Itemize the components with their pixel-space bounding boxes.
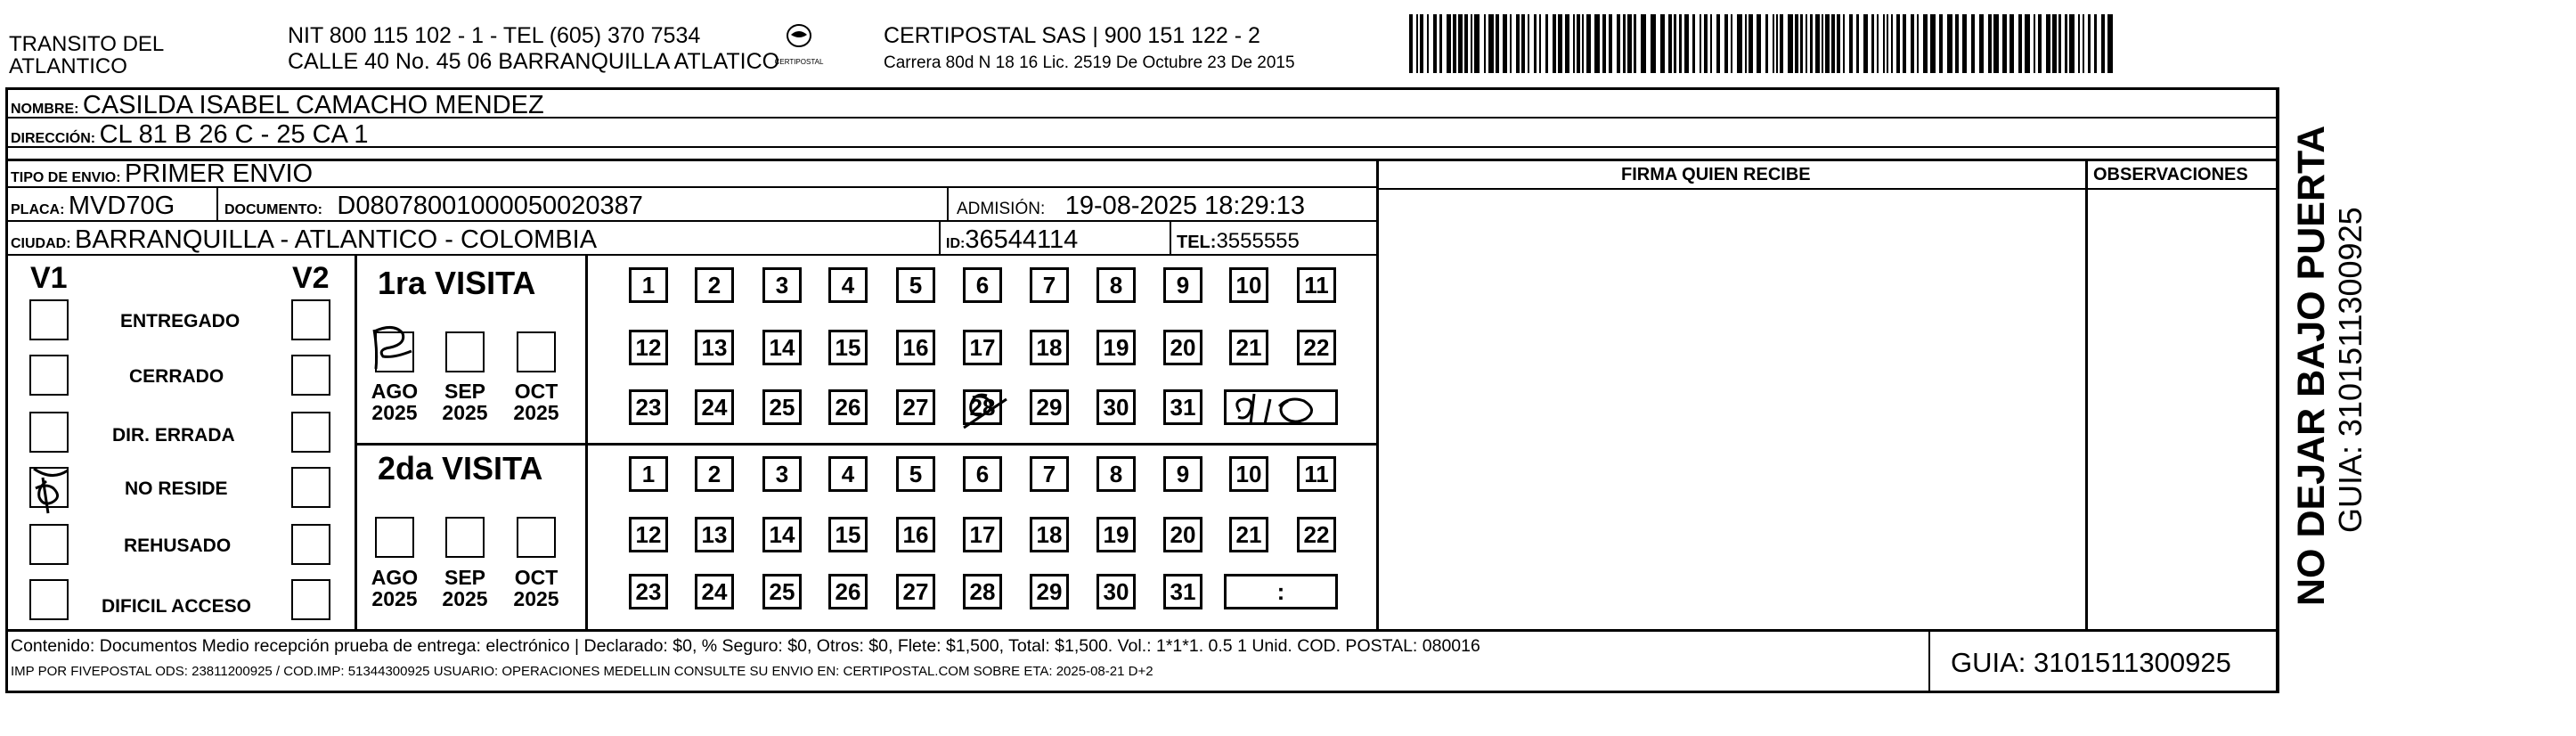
second-visit-day-box[interactable]: 17 (963, 517, 1002, 552)
tipo-envio-label: TIPO DE ENVIO: (11, 170, 121, 185)
company-line: CERTIPOSTAL SAS | 900 151 122 - 2 (884, 23, 1260, 48)
v1-checkbox-dir-errada[interactable] (29, 412, 69, 453)
placa-value: MVD70G (68, 192, 175, 220)
second-visit-month-sep-label: SEP (444, 566, 486, 589)
barcode-bar (1979, 14, 1984, 73)
barcode-bar (1896, 14, 1900, 73)
nombre-value: CASILDA ISABEL CAMACHO MENDEZ (82, 91, 544, 119)
barcode-bar (1528, 14, 1529, 73)
barcode-bar (1911, 14, 1914, 73)
second-visit-day-box[interactable]: 13 (695, 517, 734, 552)
first-visit-day-box[interactable]: 17 (963, 330, 1002, 365)
barcode-bar (1586, 14, 1591, 73)
first-visit-year-oct: 2025 (513, 401, 559, 425)
barcode-bar (1503, 14, 1507, 73)
admision-value: 19-08-2025 18:29:13 (1064, 192, 1305, 220)
second-visit-day-box[interactable]: 20 (1163, 517, 1202, 552)
second-visit-day-box[interactable]: 23 (629, 574, 668, 609)
barcode-bar (1684, 14, 1689, 73)
barcode-bar (1602, 14, 1606, 73)
first-visit-day-box[interactable]: 22 (1297, 330, 1336, 365)
barcode-bar (2058, 14, 2061, 73)
handwritten-month-mark (367, 321, 429, 378)
barcode-bar (1439, 14, 1442, 73)
barcode-bar (1634, 14, 1636, 73)
second-visit-day-box[interactable]: 16 (896, 517, 935, 552)
second-visit-day-box[interactable]: 24 (695, 574, 734, 609)
first-visit-day-box[interactable]: 11 (1297, 267, 1336, 303)
barcode-bar (2009, 14, 2014, 73)
barcode-bar (1577, 14, 1580, 73)
second-visit-label: 2da VISITA (378, 450, 543, 487)
first-visit-day-box[interactable]: 29 (1030, 389, 1069, 425)
first-visit-day-box[interactable]: 1 (629, 267, 668, 303)
first-visit-day-box[interactable]: 7 (1030, 267, 1069, 303)
first-visit-month-oct-label: OCT (514, 380, 558, 403)
first-visit-day-box[interactable]: 4 (828, 267, 868, 303)
barcode-bar (1806, 14, 1807, 73)
second-visit-day-box[interactable]: 27 (896, 574, 935, 609)
second-visit-day-box[interactable]: 12 (629, 517, 668, 552)
first-visit-day-box[interactable]: 6 (963, 267, 1002, 303)
first-visit-day-box[interactable]: 24 (695, 389, 734, 425)
barcode-bar (1993, 14, 1999, 73)
direccion-value: CL 81 B 26 C - 25 CA 1 (99, 120, 369, 149)
first-visit-day-box[interactable]: 8 (1096, 267, 1136, 303)
tipo-envio-value: PRIMER ENVIO (125, 159, 314, 188)
barcode-bar (1679, 14, 1682, 73)
id-label: ID: (946, 236, 966, 251)
barcode-bar (1871, 14, 1874, 73)
barcode-bar (1971, 14, 1975, 73)
barcode-bar (1651, 14, 1656, 73)
barcode-bar (1471, 14, 1472, 73)
barcode-bar (1660, 14, 1665, 73)
barcode-bar (1810, 14, 1813, 73)
barcode-bar (1496, 14, 1499, 73)
first-visit-day-box[interactable]: 9 (1163, 267, 1202, 303)
first-visit-day-box[interactable]: 21 (1229, 330, 1268, 365)
first-visit-day-box[interactable]: 2 (695, 267, 734, 303)
barcode-bar (1433, 14, 1437, 73)
first-visit-month-oct[interactable] (517, 331, 556, 372)
barcode-bar (1416, 14, 1418, 73)
barcode-bar (1863, 14, 1868, 73)
first-visit-month-sep-label: SEP (444, 380, 486, 403)
company-address: Carrera 80d N 18 16 Lic. 2519 De Octubre 23 De 2015 (884, 53, 1295, 72)
second-visit-day-box[interactable]: 10 (1229, 456, 1268, 492)
second-visit-month-ago-label: AGO (371, 566, 419, 589)
barcode-bar (1484, 14, 1486, 73)
documento-label: DOCUMENTO: (224, 202, 322, 217)
v1-checkbox-dificil-acceso[interactable] (29, 579, 69, 620)
barcode-bar (2025, 14, 2030, 73)
v2-checkbox-dificil-acceso[interactable] (291, 579, 330, 620)
barcode-bar (1609, 14, 1612, 73)
barcode-bar (1623, 14, 1626, 73)
second-visit-day-box[interactable]: 3 (762, 456, 802, 492)
barcode-bar (1521, 14, 1525, 73)
status-option-entregado: ENTREGADO (120, 311, 240, 331)
second-visit-day-box[interactable]: 28 (963, 574, 1002, 609)
barcode-bar (1831, 14, 1835, 73)
observaciones-label: OBSERVACIONES (2093, 165, 2248, 184)
barcode-bar (1877, 14, 1879, 73)
first-visit-year-ago: 2025 (371, 401, 418, 425)
first-visit-day-box[interactable]: 5 (896, 267, 935, 303)
direccion-label: DIRECCIÓN: (11, 131, 96, 146)
barcode-bar (1930, 14, 1936, 73)
barcode-bar (1458, 14, 1463, 73)
first-visit-day-box[interactable]: 27 (896, 389, 935, 425)
first-visit-day-box[interactable]: 19 (1096, 330, 1136, 365)
barcode-bar (1988, 14, 1992, 73)
first-visit-day-box[interactable]: 10 (1229, 267, 1268, 303)
barcode-bar (2101, 14, 2105, 73)
barcode-bar (1420, 14, 1423, 73)
first-visit-day-box[interactable]: 26 (828, 389, 868, 425)
barcode-bar (2088, 14, 2091, 73)
nit-line: NIT 800 115 102 - 1 - TEL (605) 370 7534 (288, 23, 701, 48)
barcode-bar (1776, 14, 1778, 73)
v1-label: V1 (30, 261, 68, 295)
second-visit-day-box[interactable]: 6 (963, 456, 1002, 492)
first-visit-day-box[interactable]: 31 (1163, 389, 1202, 425)
second-visit-day-box[interactable]: 18 (1030, 517, 1069, 552)
barcode-bar (1923, 14, 1928, 73)
second-visit-day-box[interactable]: 1 (629, 456, 668, 492)
second-visit-time-box[interactable]: : (1224, 574, 1338, 609)
barcode-bar (1573, 14, 1575, 73)
barcode-bar (1917, 14, 1919, 73)
barcode-bar (1409, 14, 1413, 73)
first-visit-month-ago-label: AGO (371, 380, 419, 403)
v2-checkbox-dir-errada[interactable] (291, 412, 330, 453)
status-option-dificil-acceso: DIFICIL ACCESO (102, 596, 252, 617)
second-visit-day-box[interactable]: 5 (896, 456, 935, 492)
second-visit-month-ago[interactable] (375, 517, 414, 558)
tel-label: TEL: (1177, 233, 1217, 252)
placa-label: PLACA: (11, 202, 65, 217)
side-guia: GUIA: 3101511300925 (2332, 207, 2368, 533)
v2-checkbox-cerrado[interactable] (291, 355, 330, 396)
second-visit-day-box[interactable]: 14 (762, 517, 802, 552)
first-visit-day-box[interactable]: 30 (1096, 389, 1136, 425)
id-value: 36544114 (965, 225, 1079, 254)
tel-value: 3555555 (1216, 229, 1300, 253)
barcode-bar (1716, 14, 1720, 73)
nombre-label: NOMBRE: (11, 102, 79, 117)
barcode-bar (1843, 14, 1845, 73)
address-line: CALLE 40 No. 45 06 BARRANQUILLA ATLATICO (288, 49, 780, 74)
barcode-bar (1582, 14, 1584, 73)
documento-value: D08078001000050020387 (337, 192, 643, 220)
barcode-bar (2078, 14, 2080, 73)
barcode-bar (2002, 14, 2007, 73)
barcode-bar (1674, 14, 1676, 73)
second-visit-day-box[interactable]: 19 (1096, 517, 1136, 552)
barcode-bar (1447, 14, 1451, 73)
second-visit-day-box[interactable]: 30 (1096, 574, 1136, 609)
barcode-bar (1883, 14, 1885, 73)
barcode-bar (1545, 14, 1548, 73)
barcode-bar (1947, 14, 1952, 73)
barcode-bar (2046, 14, 2050, 73)
first-visit-month-sep[interactable] (445, 331, 485, 372)
barcode-bar (1887, 14, 1888, 73)
second-visit-month-oct[interactable] (517, 517, 556, 558)
second-visit-month-oct-label: OCT (514, 566, 558, 589)
barcode-bar (1474, 14, 1480, 73)
barcode-bar (1539, 14, 1541, 73)
first-visit-year-sep: 2025 (442, 401, 488, 425)
barcode-bar (1553, 14, 1556, 73)
barcode-bar (1565, 14, 1569, 73)
barcode-bar (2069, 14, 2075, 73)
barcode-bar (1427, 14, 1429, 73)
barcode-bar (1668, 14, 1672, 73)
second-visit-day-box[interactable]: 9 (1163, 456, 1202, 492)
second-visit-day-box[interactable]: 31 (1163, 574, 1202, 609)
first-visit-day-box[interactable]: 18 (1030, 330, 1069, 365)
barcode-bar (1795, 14, 1798, 73)
first-visit-day-box[interactable]: 13 (695, 330, 734, 365)
barcode-bar (1757, 14, 1761, 73)
barcode-bar (1955, 14, 1959, 73)
v1-checkbox-entregado[interactable] (29, 299, 69, 340)
barcode-bar (1700, 14, 1701, 73)
v1-checkbox-rehusado[interactable] (29, 524, 69, 565)
second-visit-day-box[interactable]: 25 (762, 574, 802, 609)
first-visit-day-box[interactable]: 23 (629, 389, 668, 425)
barcode-bar (1903, 14, 1906, 73)
first-visit-label: 1ra VISITA (378, 265, 536, 301)
barcode-bar (1558, 14, 1562, 73)
barcode-bar (1825, 14, 1830, 73)
barcode-bar (2065, 14, 2067, 73)
ciudad-value: BARRANQUILLA - ATLANTICO - COLOMBIA (75, 225, 598, 254)
main-frame (5, 87, 2278, 693)
second-visit-day-box[interactable]: 7 (1030, 456, 1069, 492)
second-visit-day-box[interactable]: 22 (1297, 517, 1336, 552)
barcode-bar (1641, 14, 1646, 73)
first-visit-day-box[interactable]: 12 (629, 330, 668, 365)
second-visit-day-box[interactable]: 21 (1229, 517, 1268, 552)
barcode-bar (1534, 14, 1537, 73)
admision-label: ADMISIÓN: (957, 200, 1046, 218)
barcode-bar (1710, 14, 1712, 73)
barcode-bar (1731, 14, 1732, 73)
second-visit-day-box[interactable]: 2 (695, 456, 734, 492)
barcode-bar (1773, 14, 1774, 73)
second-visit-day-box[interactable]: 8 (1096, 456, 1136, 492)
v2-label: V2 (292, 261, 330, 295)
second-visit-day-box[interactable]: 4 (828, 456, 868, 492)
first-visit-day-box[interactable]: 3 (762, 267, 802, 303)
first-visit-day-box[interactable]: 25 (762, 389, 802, 425)
barcode-bar (1800, 14, 1803, 73)
barcode-bar (2083, 14, 2084, 73)
barcode-bar (1627, 14, 1632, 73)
status-option-no-reside: NO RESIDE (125, 478, 228, 499)
second-visit-year-ago: 2025 (371, 587, 418, 611)
footer-impresion: IMP POR FIVEPOSTAL ODS: 23811200925 / COD.IMP: 51344300925 USUARIO: OPERACIONES MEDELLIN CONSULTE SU ENVIO EN: CERTIPOSTAL.COM SOBRE ETA: 2025-08-21 D+2 (11, 664, 1153, 679)
barcode-bar (1849, 14, 1853, 73)
side-warning: NO DEJAR BAJO PUERTA (2290, 125, 2333, 606)
barcode-bar (1516, 14, 1520, 73)
handwritten-time (1229, 388, 1336, 428)
first-visit-day-box[interactable]: 28 (963, 389, 1002, 425)
barcode-bar (1749, 14, 1753, 73)
second-visit-day-box[interactable]: 11 (1297, 456, 1336, 492)
barcode-bar (1891, 14, 1893, 73)
barcode-bar (2018, 14, 2022, 73)
barcode-bar (1962, 14, 1967, 73)
barcode-bar (1780, 14, 1783, 73)
svg-text:CERTIPOSTAL: CERTIPOSTAL (774, 58, 824, 66)
first-visit-day-box[interactable]: 15 (828, 330, 868, 365)
v2-checkbox-entregado[interactable] (291, 299, 330, 340)
barcode-bar (2052, 14, 2057, 73)
barcode-bar (1594, 14, 1600, 73)
barcode-bar (1815, 14, 1820, 73)
handwritten-check-mark (27, 462, 77, 517)
barcode-bar (1510, 14, 1512, 73)
org-name-line2: ATLANTICO (9, 54, 127, 78)
ciudad-label: CIUDAD: (11, 236, 71, 251)
barcode-bar (1704, 14, 1708, 73)
v1-checkbox-cerrado[interactable] (29, 355, 69, 396)
barcode-bar (1745, 14, 1747, 73)
barcode-bar (1939, 14, 1943, 73)
second-visit-year-sep: 2025 (442, 587, 488, 611)
barcode (1409, 14, 2113, 73)
barcode-bar (2094, 14, 2097, 73)
status-option-dir-errada: DIR. ERRADA (112, 425, 235, 446)
barcode-bar (1822, 14, 1823, 73)
v2-checkbox-rehusado[interactable] (291, 524, 330, 565)
status-option-rehusado: REHUSADO (124, 536, 232, 556)
barcode-bar (1464, 14, 1468, 73)
second-visit-year-oct: 2025 (513, 587, 559, 611)
second-visit-day-box[interactable]: 15 (828, 517, 868, 552)
barcode-bar (1765, 14, 1768, 73)
barcode-bar (1692, 14, 1695, 73)
barcode-bar (2034, 14, 2035, 73)
barcode-bar (1856, 14, 1859, 73)
barcode-bar (2038, 14, 2042, 73)
second-visit-month-sep[interactable] (445, 517, 485, 558)
barcode-bar (1488, 14, 1494, 73)
first-visit-day-box[interactable]: 14 (762, 330, 802, 365)
barcode-bar (1453, 14, 1456, 73)
v2-checkbox-no-reside[interactable] (291, 467, 330, 508)
barcode-bar (1788, 14, 1793, 73)
certipostal-logo (768, 23, 830, 70)
barcode-bar (1837, 14, 1840, 73)
handwritten-day-mark (953, 383, 1015, 437)
second-visit-day-box[interactable]: 29 (1030, 574, 1069, 609)
barcode-bar (1737, 14, 1742, 73)
firma-label: FIRMA QUIEN RECIBE (1621, 165, 1811, 184)
barcode-bar (1617, 14, 1620, 73)
footer-guia: GUIA: 3101511300925 (1951, 647, 2231, 678)
first-visit-day-box[interactable]: 20 (1163, 330, 1202, 365)
footer-contenido: Contenido: Documentos Medio recepción prueba de entrega: electrónico | Declarado: $0, % Seguro: $0, Otros: $0, Flete: $1,500, Total: $1,500. Vol.: 1*1*1. 0.5 1 Unid. COD. POSTAL: 080016 (11, 636, 1480, 656)
first-visit-day-box[interactable]: 16 (896, 330, 935, 365)
org-name-line1: TRANSITO DEL (9, 32, 165, 56)
barcode-bar (2107, 14, 2113, 73)
second-visit-day-box[interactable]: 26 (828, 574, 868, 609)
status-option-cerrado: CERRADO (129, 366, 224, 387)
barcode-bar (1724, 14, 1728, 73)
